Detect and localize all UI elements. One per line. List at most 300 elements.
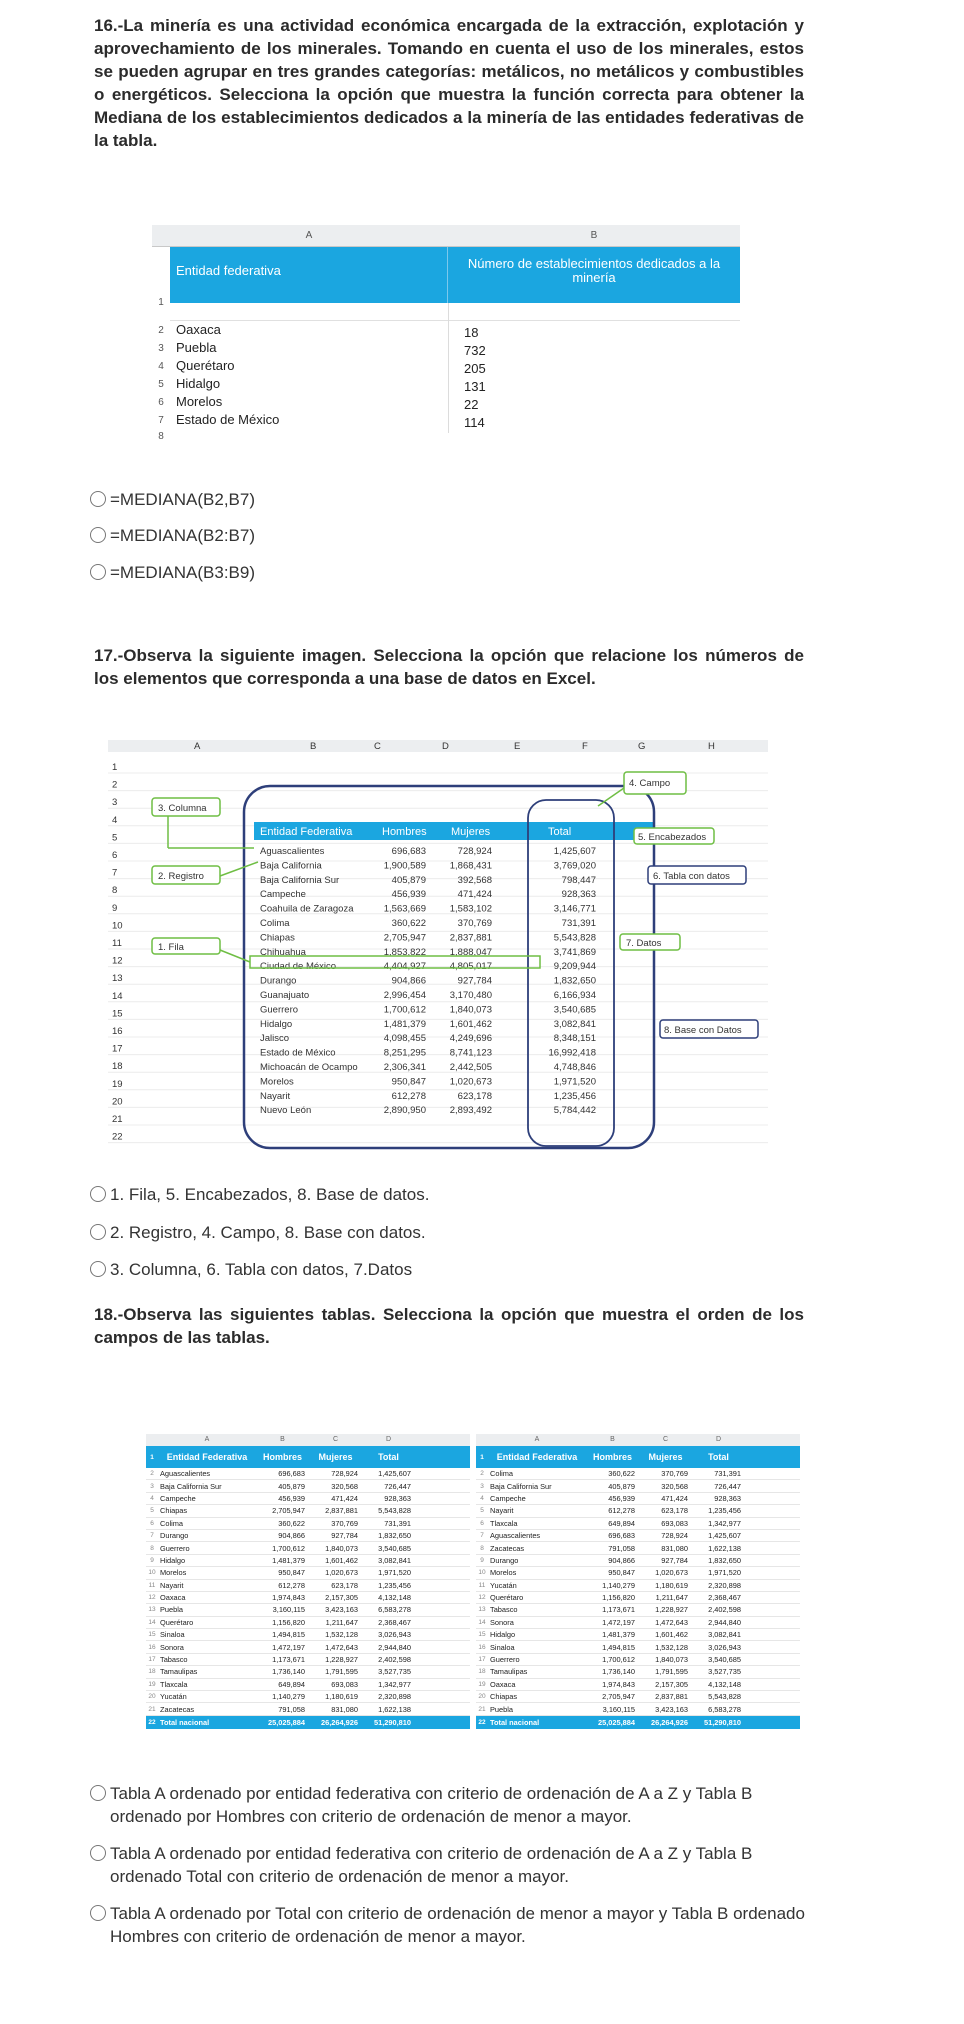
table-row xyxy=(476,1480,800,1492)
cell-number: 696,683 xyxy=(391,846,426,857)
row-number: 5 xyxy=(150,1507,154,1515)
cell-entity: Sonora xyxy=(160,1642,184,1652)
cell-number: 927,784 xyxy=(457,975,492,987)
cell-number: 1,180,619 xyxy=(655,1580,688,1590)
cell-value: 131 xyxy=(464,379,486,394)
cell-number: 726,447 xyxy=(714,1481,741,1491)
cell-entity: Tlaxcala xyxy=(160,1679,188,1689)
cell-number: 3,160,115 xyxy=(602,1704,635,1714)
cell-number: 360,622 xyxy=(391,918,426,929)
cell-entity: Nayarit xyxy=(160,1580,184,1590)
cell-entity: Campeche xyxy=(160,1493,196,1503)
row-number: 11 xyxy=(148,1581,156,1589)
row-number: 18 xyxy=(112,1061,123,1073)
cell-number: 649,894 xyxy=(608,1518,635,1528)
cell-entity: Nayarit xyxy=(490,1506,514,1516)
cell-number: 696,683 xyxy=(608,1531,635,1541)
cell-number: 471,424 xyxy=(331,1493,358,1503)
radio-button[interactable] xyxy=(90,1905,106,1921)
cell-number: 2,705,947 xyxy=(272,1506,305,1516)
row-number: 11 xyxy=(112,938,122,949)
cell-number: 728,924 xyxy=(457,846,492,857)
col-letter: B xyxy=(310,741,317,752)
cell-number: 1,601,462 xyxy=(449,1018,492,1030)
table-b-body xyxy=(476,1468,800,1716)
cell-entity: Morelos xyxy=(260,1076,294,1088)
row-number: 9 xyxy=(150,1556,154,1564)
table-row xyxy=(146,1555,470,1567)
cell-number: 1,700,612 xyxy=(602,1655,635,1665)
cell-number: 791,058 xyxy=(278,1704,305,1714)
cell-number: 1,156,820 xyxy=(602,1593,635,1603)
table-row xyxy=(146,1580,470,1592)
table-row xyxy=(476,1468,800,1480)
q18-option-3[interactable]: Tabla A ordenado por Total con criterio de ordenación de menor a mayor y Tabla B ordenado Hombres con criterio de ordenación de menor a mayor. xyxy=(90,1902,806,1948)
cell-number: 798,447 xyxy=(561,874,596,886)
cell-number: 2,368,467 xyxy=(378,1617,411,1627)
cell-entity: Durango xyxy=(490,1555,519,1565)
cell-number: 928,363 xyxy=(561,889,596,901)
cell-entity: Baja California Sur xyxy=(490,1481,552,1491)
cell-number: 649,894 xyxy=(278,1679,305,1689)
cell-number: 3,026,943 xyxy=(708,1642,741,1652)
table-a-body xyxy=(146,1468,470,1716)
row-number: 14 xyxy=(478,1618,486,1626)
table-row xyxy=(146,1679,470,1691)
cell-number: 1,601,462 xyxy=(655,1630,688,1640)
cell-number: 1,140,279 xyxy=(602,1580,635,1590)
cell-number: 1,700,612 xyxy=(383,1004,426,1016)
callout-datos xyxy=(620,934,680,950)
cell-number: 1,974,843 xyxy=(602,1679,635,1689)
cell-number: 3,540,685 xyxy=(553,1004,596,1016)
row-number: 15 xyxy=(112,1008,123,1020)
cell-number: 1,472,643 xyxy=(325,1642,358,1652)
cell-number: 1,481,379 xyxy=(602,1630,635,1640)
cell-entity: Puebla xyxy=(176,340,217,355)
table-a-header: 1 Entidad Federativa Hombres Mujeres Total xyxy=(146,1446,470,1468)
row-number: 10 xyxy=(478,1569,486,1577)
table-row xyxy=(476,1530,800,1542)
cell-number: 1,888,047 xyxy=(449,946,492,958)
table-row xyxy=(476,1493,800,1505)
cell-number: 1,140,279 xyxy=(272,1692,305,1702)
cell-number: 1,472,197 xyxy=(272,1642,305,1652)
row-number: 2 xyxy=(150,1470,154,1478)
cell-entity: Ciudad de México xyxy=(260,961,337,973)
cell-entity: Guerrero xyxy=(160,1543,190,1553)
svg-text:4. Campo: 4. Campo xyxy=(629,778,671,789)
radio-button[interactable] xyxy=(90,491,106,507)
table-row xyxy=(476,1641,800,1653)
table-row xyxy=(476,1703,800,1715)
cell-number: 1,235,456 xyxy=(378,1580,411,1590)
table-row xyxy=(476,1580,800,1592)
cell-entity: Tlaxcala xyxy=(490,1518,518,1528)
cell-number: 2,893,492 xyxy=(449,1105,492,1117)
cell-number: 5,543,828 xyxy=(378,1506,411,1516)
table-row xyxy=(146,1480,470,1492)
q16-option-3[interactable]: =MEDIANA(B3:B9) xyxy=(90,561,806,584)
q18-option-2[interactable]: Tabla A ordenado por entidad federativa con criterio de ordenación de A a Z y Tabla B ordenado Total con criterio de ordenación de menor a mayor. xyxy=(90,1842,806,1888)
table-row xyxy=(476,1542,800,1554)
row-number: 8 xyxy=(158,431,164,442)
row-number: 15 xyxy=(148,1631,156,1639)
cell-number: 3,146,771 xyxy=(553,903,596,915)
cell-number: 3,769,020 xyxy=(553,860,596,872)
cell-number: 2,157,305 xyxy=(655,1679,688,1689)
cell-entity: Tabasco xyxy=(490,1605,518,1615)
q17-option-3[interactable]: 3. Columna, 6. Tabla con datos, 7.Datos xyxy=(90,1258,806,1281)
cell-number: 4,249,696 xyxy=(449,1033,492,1045)
cell-entity: Campeche xyxy=(490,1493,526,1503)
q18-option-1[interactable]: Tabla A ordenado por entidad federativa con criterio de ordenación de A a Z y Tabla B ordenado por Hombres con criterio de ordenación de menor a mayor. xyxy=(90,1782,806,1828)
row-number: 5 xyxy=(112,832,118,844)
cell-entity: Aguascalientes xyxy=(490,1531,541,1541)
cell-number: 471,424 xyxy=(661,1493,688,1503)
cell-number: 623,178 xyxy=(331,1580,358,1590)
cell-number: 456,939 xyxy=(391,889,426,901)
cell-number: 4,132,148 xyxy=(708,1679,741,1689)
radio-button[interactable] xyxy=(90,1261,106,1277)
cell-number: 456,939 xyxy=(608,1493,635,1503)
cell-number: 1,583,102 xyxy=(449,903,492,915)
cell-number: 950,847 xyxy=(391,1076,426,1088)
table-row xyxy=(146,1617,470,1629)
cell-entity: Morelos xyxy=(490,1568,517,1578)
cell-number: 1,020,673 xyxy=(655,1568,688,1578)
cell-entity: Zacatecas xyxy=(490,1543,525,1553)
col-letter: F xyxy=(582,741,588,752)
cell-number: 6,583,278 xyxy=(378,1605,411,1615)
cell-number: 1,020,673 xyxy=(449,1076,492,1088)
question-18-text: 18.-Observa las siguientes tablas. Selecciona la opción que muestra el orden de los campos de las tablas. xyxy=(94,1305,804,1347)
question-16-text: 16.-La minería es una actividad económica encargada de la extracción, explotación y aprovechamiento de los minerales. Tomando en cuenta el uso de los minerales, estos se pueden agrupar en tres grandes categorías: metálicos, no metálicos y combustibles o energéticos. Selecciona la opción que muestra la función correcta para obtener la Mediana de los establecimientos dedicados a la minería de las entidades federativas de la tabla. xyxy=(94,16,804,150)
cell-number: 693,083 xyxy=(331,1679,358,1689)
cell-number: 4,098,455 xyxy=(383,1033,426,1045)
row-number: 20 xyxy=(148,1693,156,1701)
row-number: 1 xyxy=(158,297,164,308)
table-row xyxy=(146,1518,470,1530)
q17-option-2[interactable]: 2. Registro, 4. Campo, 8. Base con datos. xyxy=(90,1221,806,1244)
cell-entity: Yucatán xyxy=(160,1692,187,1702)
q16-option-1[interactable]: =MEDIANA(B2,B7) xyxy=(90,488,806,511)
row-number: 13 xyxy=(148,1606,156,1614)
cell-number: 6,583,278 xyxy=(708,1704,741,1714)
row-number: 14 xyxy=(112,990,123,1002)
cell-number: 1,228,927 xyxy=(325,1655,358,1665)
cell-number: 370,769 xyxy=(457,918,492,929)
table-row xyxy=(146,1629,470,1641)
row-number: 19 xyxy=(112,1078,123,1090)
cell-number: 1,173,671 xyxy=(602,1605,635,1615)
cell-number: 3,082,841 xyxy=(378,1555,411,1565)
cell-number: 320,568 xyxy=(661,1481,688,1491)
row-number: 4 xyxy=(112,814,118,826)
table-row xyxy=(476,1691,800,1703)
cell-entity: Zacatecas xyxy=(160,1704,195,1714)
table-row xyxy=(146,1530,470,1542)
cell-number: 2,944,840 xyxy=(708,1617,741,1627)
cell-number: 1,601,462 xyxy=(325,1555,358,1565)
cell-entity: Nuevo León xyxy=(260,1105,312,1117)
cell-number: 5,543,828 xyxy=(708,1692,741,1702)
cell-number: 1,840,073 xyxy=(325,1543,358,1553)
row-number: 3 xyxy=(150,1482,154,1490)
cell-number: 3,160,115 xyxy=(272,1605,305,1615)
row-number: 2 xyxy=(480,1470,484,1478)
row-number: 4 xyxy=(480,1494,484,1502)
callout-columna xyxy=(152,798,254,848)
cell-number: 731,391 xyxy=(384,1518,411,1528)
cell-entity: Baja California Sur xyxy=(160,1481,222,1491)
row-number: 12 xyxy=(148,1594,156,1602)
cell-number: 927,784 xyxy=(331,1531,358,1541)
cell-entity: Colima xyxy=(160,1518,183,1528)
cell-entity: Sonora xyxy=(490,1617,514,1627)
row-number: 11 xyxy=(478,1581,486,1589)
cell-entity: Durango xyxy=(260,975,297,987)
row-number: 4 xyxy=(158,361,164,372)
cell-number: 1,481,379 xyxy=(383,1018,426,1030)
cell-number: 392,568 xyxy=(457,874,492,886)
cell-entity: Baja California xyxy=(260,860,322,872)
row-number: 9 xyxy=(112,902,118,914)
cell-number: 1,173,671 xyxy=(272,1655,305,1665)
cell-number: 1,974,843 xyxy=(272,1593,305,1603)
row-number: 12 xyxy=(478,1594,486,1602)
row-number: 21 xyxy=(148,1705,156,1713)
table-row xyxy=(146,1542,470,1554)
cell-number: 3,540,685 xyxy=(378,1543,411,1553)
cell-number: 1,840,073 xyxy=(449,1004,492,1016)
cell-number: 1,342,977 xyxy=(708,1518,741,1528)
table-row xyxy=(476,1518,800,1530)
cell-number: 1,211,647 xyxy=(655,1593,688,1603)
corner-cell xyxy=(152,225,170,247)
cell-number: 1,228,927 xyxy=(655,1605,688,1615)
cell-number: 3,527,735 xyxy=(378,1667,411,1677)
cell-number: 1,494,815 xyxy=(272,1630,305,1640)
col-letter: H xyxy=(708,741,715,752)
table-row xyxy=(476,1604,800,1616)
cell-number: 2,837,881 xyxy=(449,932,492,944)
cell-number: 1,832,650 xyxy=(708,1555,741,1565)
row-number: 10 xyxy=(112,920,123,932)
col-letter: E xyxy=(514,741,521,752)
table-row xyxy=(476,1679,800,1691)
cell-value: 22 xyxy=(464,397,479,412)
cell-number: 904,866 xyxy=(391,975,426,987)
cell-number: 360,622 xyxy=(608,1469,635,1479)
cell-entity: Chiapas xyxy=(490,1692,518,1702)
cell-number: 1,622,138 xyxy=(378,1704,411,1714)
row-number: 6 xyxy=(480,1519,484,1527)
table-row xyxy=(146,1666,470,1678)
cell-number: 612,278 xyxy=(278,1580,305,1590)
svg-text:3. Columna: 3. Columna xyxy=(158,803,207,814)
cell-entity: Hidalgo xyxy=(160,1555,186,1565)
table-row xyxy=(146,1505,470,1517)
cell-number: 3,423,163 xyxy=(325,1605,358,1615)
col-letter: G xyxy=(638,741,646,752)
col-header-b: B xyxy=(448,225,740,247)
table-row xyxy=(476,1666,800,1678)
table-row xyxy=(146,1493,470,1505)
cell-number: 3,540,685 xyxy=(708,1655,741,1665)
table-row xyxy=(476,1567,800,1579)
row-number: 8 xyxy=(150,1544,154,1552)
cell-number: 3,741,869 xyxy=(553,946,596,958)
cell-number: 2,157,305 xyxy=(325,1593,358,1603)
cell-entity: Hidalgo xyxy=(490,1630,516,1640)
cell-entity: Tabasco xyxy=(160,1655,188,1665)
row-number: 17 xyxy=(148,1656,156,1664)
cell-value: 205 xyxy=(464,361,486,376)
cell-number: 2,368,467 xyxy=(708,1593,741,1603)
cell-number: 1,532,128 xyxy=(325,1630,358,1640)
cell-number: 623,178 xyxy=(661,1506,688,1516)
radio-button[interactable] xyxy=(90,527,106,543)
row-number: 6 xyxy=(158,397,164,408)
cell-number: 1,791,595 xyxy=(655,1667,688,1677)
header-hombres: Hombres xyxy=(382,826,427,838)
radio-button[interactable] xyxy=(90,564,106,580)
cell-entity: Sinaloa xyxy=(490,1642,515,1652)
cell-number: 1,425,607 xyxy=(378,1469,411,1479)
cell-number: 2,306,341 xyxy=(383,1062,426,1073)
row-number: 3 xyxy=(480,1482,484,1490)
cell-number: 731,391 xyxy=(561,918,596,929)
cell-number: 360,622 xyxy=(278,1518,305,1528)
cell-number: 1,971,520 xyxy=(708,1568,741,1578)
cell-entity: Morelos xyxy=(176,394,223,409)
row-number: 3 xyxy=(112,797,118,809)
cell-number: 623,178 xyxy=(457,1090,492,1102)
cell-number: 1,156,820 xyxy=(272,1617,305,1627)
row-number: 8 xyxy=(480,1544,484,1552)
table-row xyxy=(476,1555,800,1567)
row-number: 5 xyxy=(480,1507,484,1515)
table-row xyxy=(146,1641,470,1653)
radio-button[interactable] xyxy=(90,1186,106,1202)
row-number: 2 xyxy=(112,779,118,791)
cell-number: 1,180,619 xyxy=(325,1692,358,1702)
grid-lines xyxy=(170,320,740,436)
cell-number: 16,992,418 xyxy=(548,1047,596,1059)
row-number: 15 xyxy=(478,1631,486,1639)
header-mujeres: Mujeres xyxy=(451,826,491,838)
cell-entity: Estado de México xyxy=(260,1047,336,1059)
cell-number: 320,568 xyxy=(331,1481,358,1491)
svg-text:1. Fila: 1. Fila xyxy=(158,942,184,953)
radio-button[interactable] xyxy=(90,1845,106,1861)
callout-campo xyxy=(598,772,686,806)
cell-number: 1,235,456 xyxy=(553,1090,596,1102)
table-row xyxy=(476,1505,800,1517)
cell-number: 696,683 xyxy=(278,1469,305,1479)
cell-number: 1,235,456 xyxy=(708,1506,741,1516)
cell-number: 5,543,828 xyxy=(553,932,596,944)
row-number: 7 xyxy=(480,1532,484,1540)
cell-number: 4,404,927 xyxy=(383,961,426,973)
q17-database-image xyxy=(108,740,768,1160)
row-number: 16 xyxy=(148,1643,156,1651)
q16-spreadsheet-image xyxy=(152,225,740,470)
callout-tabla xyxy=(648,866,746,884)
cell-number: 928,363 xyxy=(384,1493,411,1503)
q17-option-1[interactable]: 1. Fila, 5. Encabezados, 8. Base de datos. xyxy=(90,1183,806,1206)
cell-number: 3,082,841 xyxy=(553,1018,596,1030)
table-row xyxy=(476,1654,800,1666)
cell-number: 612,278 xyxy=(391,1090,426,1102)
row-number: 16 xyxy=(112,1026,123,1037)
cell-entity: Estado de México xyxy=(176,412,280,427)
table-b-total-row: 22 Total nacional 25,025,884 26,264,926 51,290,810 xyxy=(476,1716,800,1729)
q16-option-2[interactable]: =MEDIANA(B2:B7) xyxy=(90,524,806,547)
svg-text:8. Base con Datos: 8. Base con Datos xyxy=(664,1025,742,1036)
cell-entity: Guerrero xyxy=(260,1004,299,1016)
cell-entity: Querétaro xyxy=(160,1617,194,1627)
cell-number: 1,425,607 xyxy=(553,846,596,857)
cell-number: 3,423,163 xyxy=(655,1704,688,1714)
cell-number: 405,879 xyxy=(391,874,426,886)
cell-number: 731,391 xyxy=(714,1469,741,1479)
cell-number: 693,083 xyxy=(661,1518,688,1528)
cell-number: 2,837,881 xyxy=(655,1692,688,1702)
col-letter: C xyxy=(374,741,381,752)
cell-entity: Chiapas xyxy=(260,932,295,944)
cell-number: 1,481,379 xyxy=(272,1555,305,1565)
cell-entity: Aguascalientes xyxy=(260,846,325,857)
radio-button[interactable] xyxy=(90,1785,106,1801)
callout-registro xyxy=(152,862,258,884)
cell-entity: Hidalgo xyxy=(260,1018,293,1030)
table-b-header: 1 Entidad Federativa Hombres Mujeres Total xyxy=(476,1446,800,1468)
cell-number: 1,622,138 xyxy=(708,1543,741,1553)
cell-entity: Puebla xyxy=(160,1605,184,1615)
cell-number: 2,442,505 xyxy=(449,1062,492,1073)
cell-entity: Puebla xyxy=(490,1704,514,1714)
cell-number: 8,741,123 xyxy=(449,1047,492,1059)
table-row xyxy=(146,1654,470,1666)
table-row xyxy=(476,1617,800,1629)
cell-number: 1,868,431 xyxy=(449,860,492,872)
radio-button[interactable] xyxy=(90,1224,106,1240)
table-b: A B C D 1 Entidad Federativa Hombres Mujeres Total 2 Colima 360,622 370,769 731,391 3 Baja California Sur 405,879 320,568 726,447 4 Campeche 456,939 471,424 928,363 5 Nayarit 612,278 623,178 1,235,456 6 Tlaxcala 649,894 693,083 1,342,977 7 Aguascalientes 696,683 728,924 1,425,607 8 Zacatecas 791,058 831,080 1,622,138 9 Durango 904,866 927,784 1,832,650 10 Morelos 950,847 1,020,673 1,971,520 11 Yucatán 1,140,279 1,180,619 2,320,898 12 Querétaro 1,156,820 1,211,647 2,368,467 13 Tabasco 1,173,671 1,228,927 2,402,598 14 Sonora 1,472,197 1,472,643 2,944,840 15 Hidalgo 1,481,379 1,601,462 3,082,841 16 Sinaloa 1,494,815 1,532,128 3,026,943 17 Guerrero 1,700,612 1,840,073 3,540,685 18 Tamaulipas 1,736,140 1,791,595 3,527,735 19 Oaxaca 1,974,843 2,157,305 4,132,148 20 Chiapas 2,705,947 2,837,881 5,543,828 21 Puebla 3,160,115 3,423,163 6,583,278 22 Total nacional 25,025,884 26,264,926 51,290,810 xyxy=(476,1434,800,1729)
cell-number: 2,837,881 xyxy=(325,1506,358,1516)
cell-entity: Colima xyxy=(490,1469,513,1479)
cell-number: 1,532,128 xyxy=(655,1642,688,1652)
cell-entity: Chihuahua xyxy=(260,946,306,958)
table-row xyxy=(476,1592,800,1604)
row-number: 6 xyxy=(150,1519,154,1527)
cell-number: 1,020,673 xyxy=(325,1568,358,1578)
header-entidad: Entidad Federativa xyxy=(260,826,353,838)
cell-number: 1,736,140 xyxy=(272,1667,305,1677)
cell-value: 732 xyxy=(464,343,486,358)
cell-entity: Baja California Sur xyxy=(260,874,340,886)
row-number: 17 xyxy=(478,1656,486,1664)
cell-entity: Querétaro xyxy=(490,1593,524,1603)
cell-number: 456,939 xyxy=(278,1493,305,1503)
cell-number: 2,320,898 xyxy=(708,1580,741,1590)
cell-number: 1,832,650 xyxy=(553,975,596,987)
row-number: 19 xyxy=(478,1680,486,1688)
cell-entity: Michoacán de Ocampo xyxy=(260,1062,358,1073)
question-17-text: 17.-Observa la siguiente imagen. Selecciona la opción que relacione los números de los elementos que corresponda a una base de datos en Excel. xyxy=(94,646,804,688)
cell-number: 1,840,073 xyxy=(655,1655,688,1665)
